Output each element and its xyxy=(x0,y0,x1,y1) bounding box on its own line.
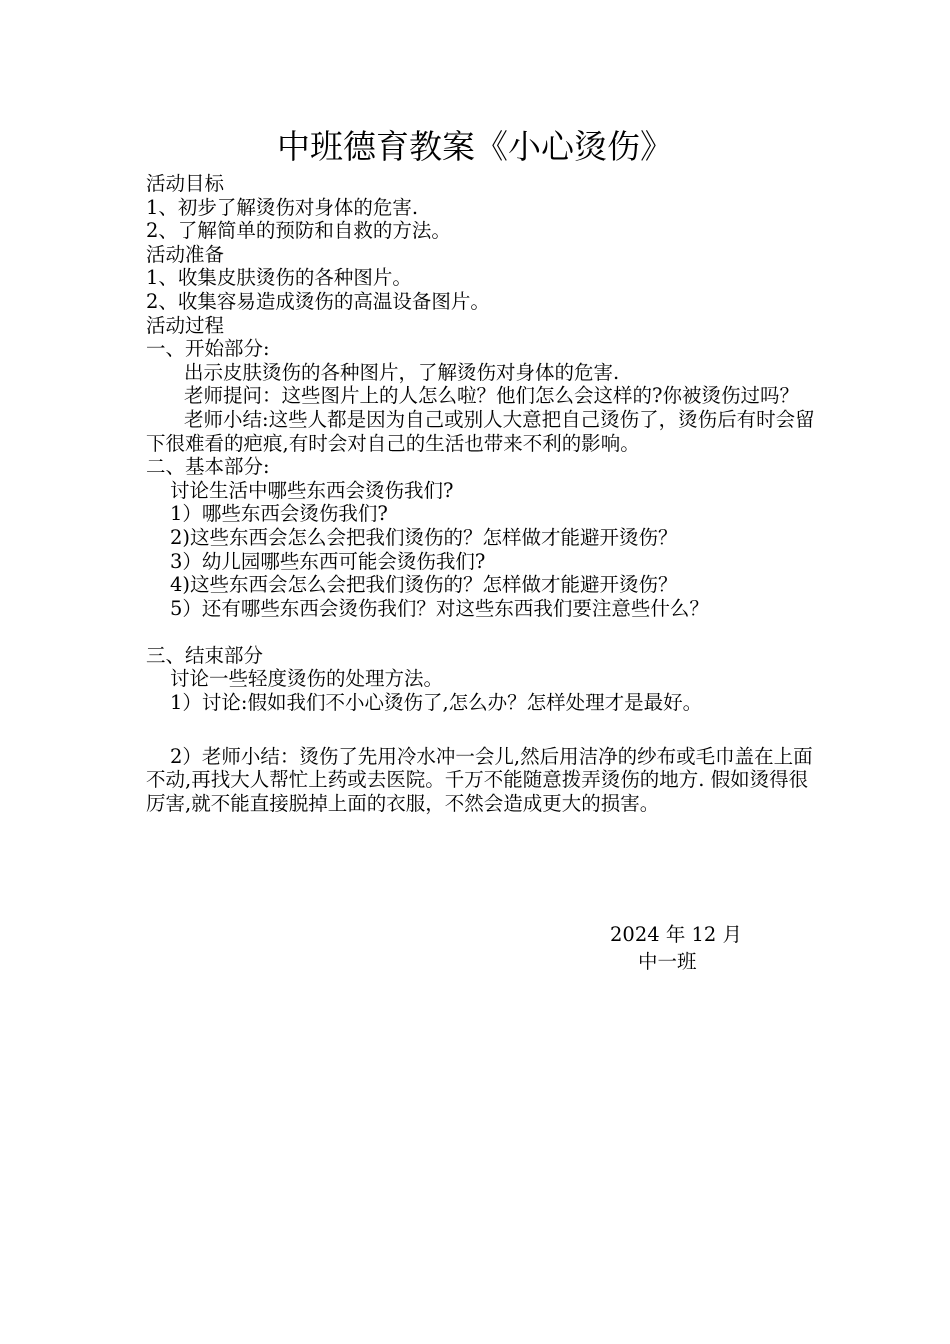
goal-item: 2、了解简单的预防和自救的方法。 xyxy=(146,219,451,243)
part3-item: 1）讨论:假如我们不小心烫伤了,怎么办？怎样处理才是最好。 xyxy=(170,691,703,715)
part3-intro: 讨论一些轻度烫伤的处理方法。 xyxy=(170,667,444,691)
process-heading: 活动过程 xyxy=(146,313,225,337)
part1-heading: 一、开始部分: xyxy=(146,337,270,361)
document-title: 中班德育教案《小心烫伤》 xyxy=(277,127,673,166)
signature-block xyxy=(610,921,742,975)
part2-item: 3）幼儿园哪些东西可能会烫伤我们? xyxy=(170,549,486,573)
prep-heading: 活动准备 xyxy=(146,242,225,266)
part1-paragraph: 老师小结:这些人都是因为自己或别人大意把自己烫伤了，烫伤后有时会留下很难看的疤痕,有时会对自己的生活也带来不利的影响。 xyxy=(146,407,815,455)
document-body xyxy=(146,172,826,815)
part3-heading: 三、结束部分 xyxy=(146,643,264,667)
part1-paragraph: 出示皮肤烫伤的各种图片，了解烫伤对身体的危害. xyxy=(184,360,620,384)
prep-item: 1、收集皮肤烫伤的各种图片。 xyxy=(146,266,412,290)
goal-item: 1、初步了解烫伤对身体的危害. xyxy=(146,195,419,219)
spacer xyxy=(146,620,826,644)
document-date: 2024 年 12 月 xyxy=(610,923,743,946)
part3-item: 2）老师小结：烫伤了先用冷水冲一会儿,然后用洁净的纱布或毛巾盖在上面不动,再找大人帮忙上药或去医院。千万不能随意拨弄烫伤的地方. 假如烫得很厉害,就不能直接脱掉上面的衣服，不然会造成更大的损害。 xyxy=(146,744,813,815)
spacer xyxy=(146,715,826,745)
prep-item: 2、收集容易造成烫伤的高温设备图片。 xyxy=(146,289,490,313)
class-name: 中一班 xyxy=(638,950,697,973)
part2-heading: 二、基本部分: xyxy=(146,455,270,479)
part2-item: 4)这些东西会怎么会把我们烫伤的？怎样做才能避开烫伤？ xyxy=(170,573,678,597)
goals-heading: 活动目标 xyxy=(146,172,225,195)
part2-item: 1）哪些东西会烫伤我们? xyxy=(170,502,388,526)
part2-item: 2)这些东西会怎么会把我们烫伤的？怎样做才能避开烫伤？ xyxy=(170,525,678,549)
part1-paragraph: 老师提问：这些图片上的人怎么啦？他们怎么会这样的?你被烫伤过吗？ xyxy=(184,384,799,408)
part2-item: 5）还有哪些东西会烫伤我们？对这些东西我们要注意些什么？ xyxy=(170,596,709,620)
part2-intro: 讨论生活中哪些东西会烫伤我们? xyxy=(170,478,454,502)
